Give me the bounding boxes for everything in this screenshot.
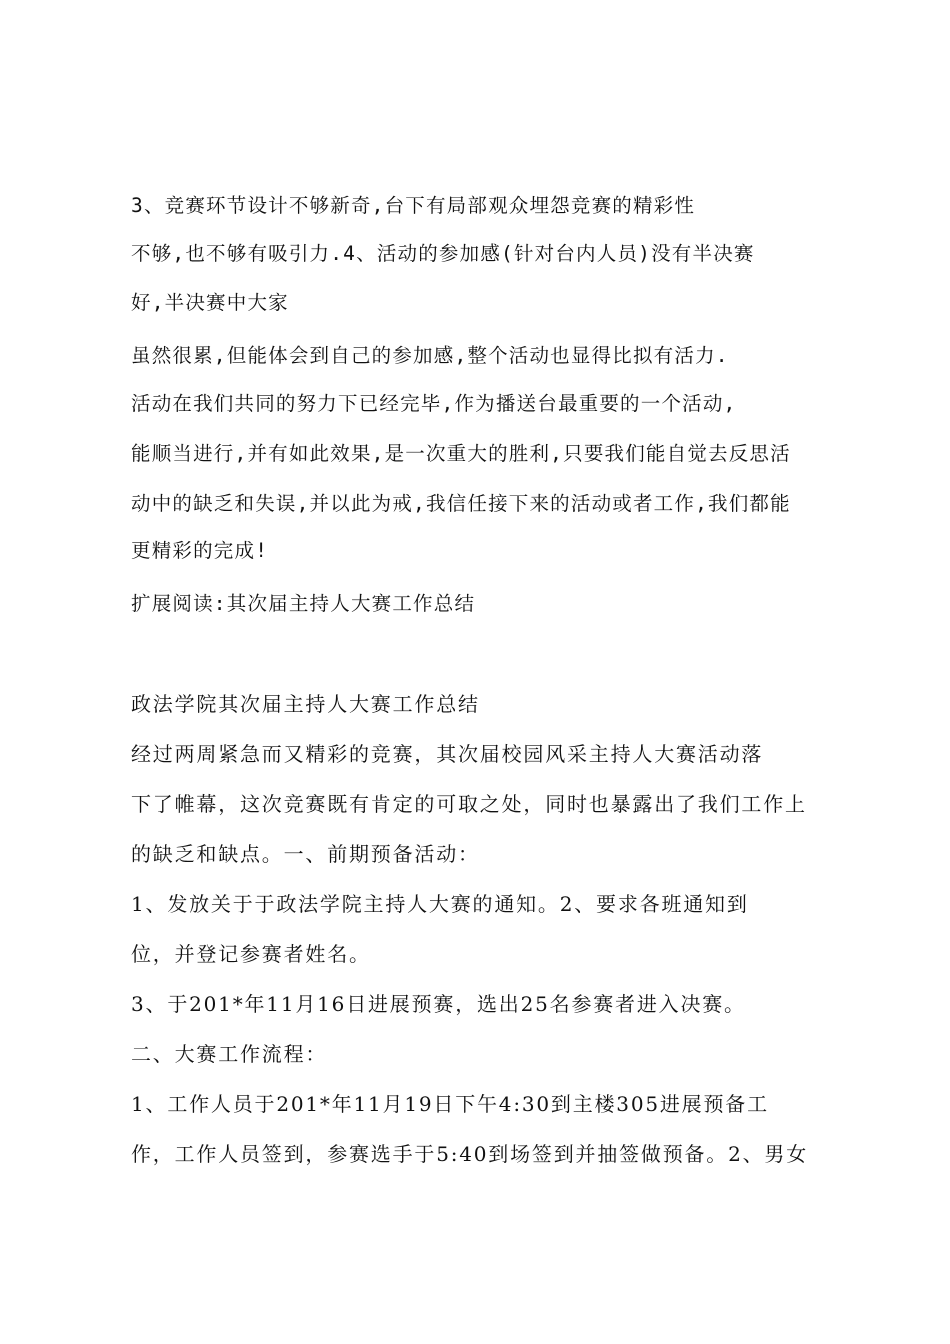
paragraph-line: 虽然很累,但能体会到自己的参加感,整个活动也显得比拟有活力. [131,344,729,367]
paragraph-line: 作，工作人员签到，参赛选手于5:40到场签到并抽签做预备。2、男女 [131,1142,809,1166]
paragraph-line: 1、工作人员于201*年11月19日下午4:30到主楼305进展预备工 [131,1092,769,1116]
paragraph-line: 能顺当进行,并有如此效果,是一次重大的胜利,只要我们能自觉去反思活 [131,442,791,465]
paragraph-line: 3、竞赛环节设计不够新奇,台下有局部观众埋怨竞赛的精彩性 [131,194,696,217]
paragraph-line: 下了帷幕，这次竞赛既有肯定的可取之处，同时也暴露出了我们工作上 [131,792,807,816]
paragraph-line: 3、于201*年11月16日进展预赛，选出25名参赛者进入决赛。 [131,992,746,1016]
paragraph-line: 活动在我们共同的努力下已经完毕,作为播送台最重要的一个活动, [131,392,737,415]
paragraph-line: 位，并登记参赛者姓名。 [131,942,371,966]
section-title: 政法学院其次届主持人大赛工作总结 [131,692,480,716]
paragraph-line: 更精彩的完成! [131,539,269,562]
paragraph-line: 1、发放关于于政法学院主持人大赛的通知。2、要求各班通知到 [131,892,749,916]
paragraph-line: 动中的缺乏和失误,并以此为戒,我信任接下来的活动或者工作,我们都能 [131,492,791,515]
paragraph-line: 二、大赛工作流程： [131,1042,328,1066]
paragraph-line: 不够,也不够有吸引力.4、活动的参加感(针对台内人员)没有半决赛 [131,242,755,265]
extended-reading-line: 扩展阅读:其次届主持人大赛工作总结 [131,592,476,615]
paragraph-line: 的缺乏和缺点。一、前期预备活动： [131,842,480,866]
paragraph-line: 好,半决赛中大家 [131,291,289,314]
paragraph-line: 经过两周紧急而又精彩的竞赛，其次届校园风采主持人大赛活动落 [131,742,764,766]
